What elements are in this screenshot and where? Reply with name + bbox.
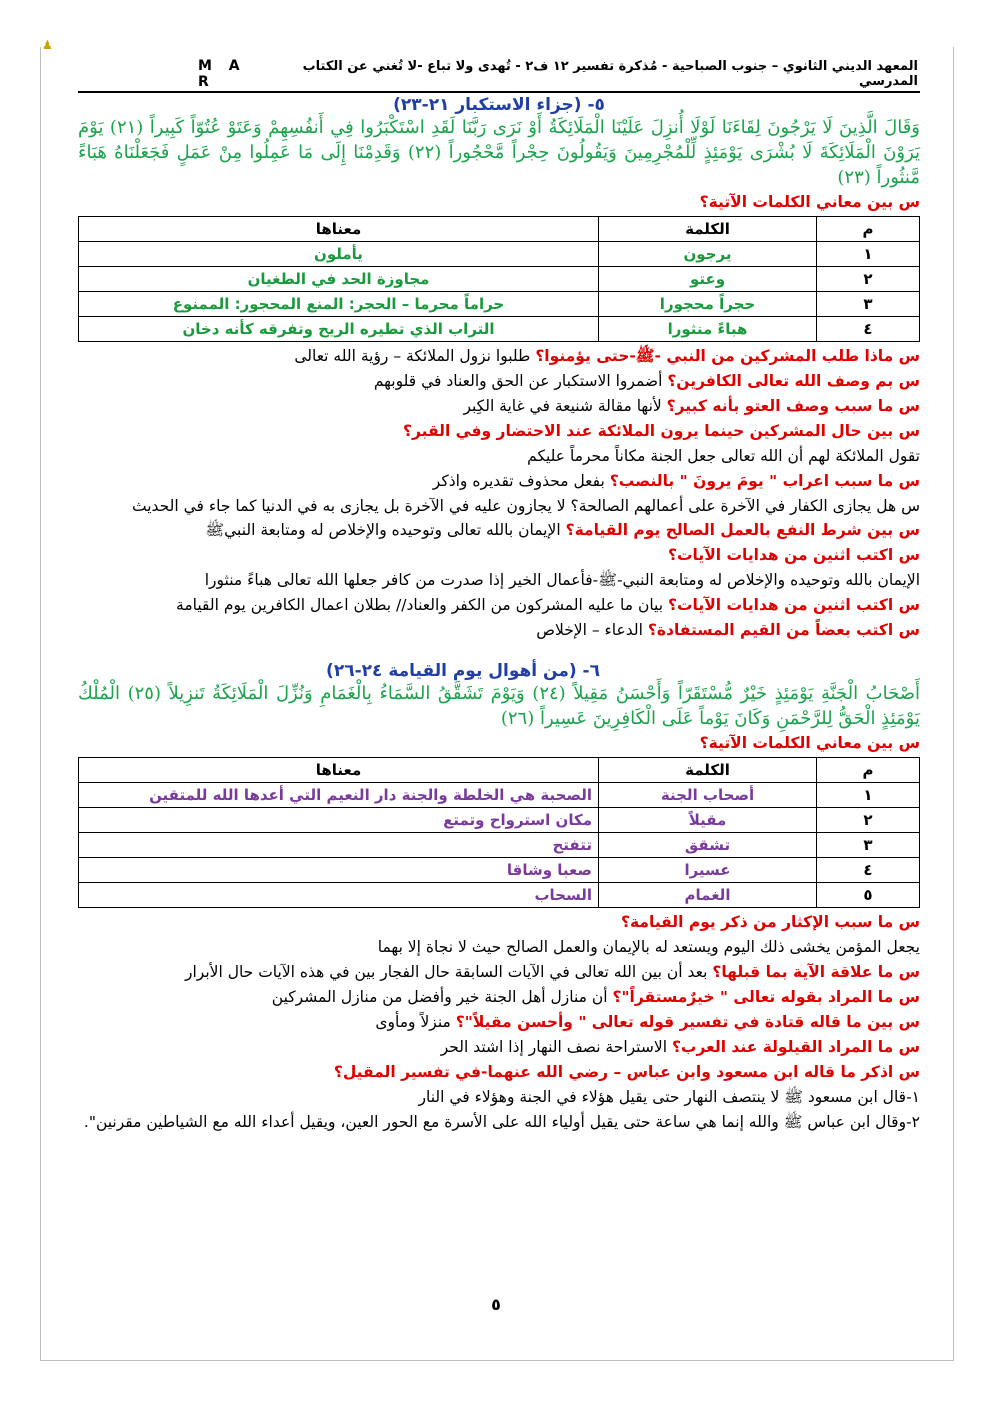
answer-text: تقول الملائكة لهم أن الله تعالى جعل الجنة مكاناً محرماً عليكم — [527, 447, 920, 465]
row-number: ٢ — [817, 808, 920, 833]
row-word: حجراً محجورا — [599, 292, 817, 317]
row-number: ٣ — [817, 833, 920, 858]
row-number: ٥ — [817, 883, 920, 908]
header-title: المعهد الديني الثانوي – جنوب الصباحية - مُذكرة تفسير ١٢ ف٢ - تُهدى ولا تباع -لا تُغني عن الكتاب المدرسي — [302, 59, 918, 89]
row-word: أصحاب الجنة — [599, 783, 817, 808]
row-meaning: تتفتح — [79, 833, 599, 858]
section5-vocab-question — [78, 190, 920, 215]
answer-text: بيان ما عليه المشركون من الكفر والعناد// بطلان اعمال الكافرين يوم القيامة — [176, 596, 664, 614]
question-text: س اكتب اثنين من هدايات الآيات؟ — [667, 596, 920, 614]
question-text: س ما علاقة الآية بما قبلها؟ — [712, 963, 920, 981]
row-meaning: السحاب — [79, 883, 599, 908]
answer-text: ١-قال ابن مسعود ﷺ لا ينتصف النهار حتى يقيل هؤلاء في الجنة وهؤلاء في النار — [418, 1088, 920, 1106]
section5-verse: وَقَالَ الَّذِينَ لَا يَرْجُونَ لِقَاءَنَا لَوْلَا أُنزِلَ عَلَيْنَا الْمَلَائِكَةُ أَوْ نَرَى رَبَّنَا لَقَدِ اسْتَكْبَرُوا فِي أَنفُسِهِمْ وَعَتَوْ عُتُوّاً كَبِيراً (٢١) يَوْمَ يَرَوْنَ الْمَلَائِكَةَ لَا بُشْرَى يَوْمَئِذٍ لِّلْمُجْرِمِينَ وَيَقُولُونَ حِجْراً مَّحْجُوراً (٢٢) وَقَدِمْنَا إِلَى مَا عَمِلُوا مِنْ عَمَلٍ فَجَعَلْنَاهُ هَبَاءً مَّنثُوراً (٢٣) — [78, 117, 921, 188]
answer-text: منزلاً ومأوى — [375, 1013, 451, 1031]
row-meaning: مجاوزة الحد في الطغيان — [79, 267, 599, 292]
answer-text: يجعل المؤمن يخشى ذلك اليوم ويستعد له بالإيمان والعمل الصالح حيث لا نجاة إلا بهما — [377, 938, 920, 956]
row-word: عسيرا — [599, 858, 817, 883]
row-number: ٢ — [817, 267, 920, 292]
answer-text: الإيمان بالله وتوحيده والإخلاص له ومتابعة النبي-ﷺ-فأعمال الخير إذا صدرت من كافر جعلها الله تعالى هباءً منثورا — [204, 571, 920, 589]
answer-text: الإيمان بالله تعالى وتوحيده والإخلاص له ومتابعة النبيﷺ — [205, 521, 561, 539]
qa-line — [78, 960, 920, 985]
question-text: س ما المراد القيلولة عند العرب؟ — [671, 1038, 920, 1056]
question-text: س ما سبب اعراب " يومَ يرونَ " بالنصب؟ — [609, 472, 920, 490]
qa-line — [78, 469, 920, 494]
row-word: هباءً منثورا — [599, 317, 817, 342]
qa-line — [78, 1085, 920, 1110]
row-meaning: صعبا وشاقا — [79, 858, 599, 883]
question-text: س ما سبب الإكثار من ذكر يوم القيامة؟ — [621, 913, 920, 931]
qa-line — [78, 568, 920, 593]
answer-text: الاستراحة نصف النهار إذا اشتد الحر — [440, 1038, 667, 1056]
qa-line — [78, 618, 920, 643]
qa-line — [78, 1035, 920, 1060]
answer-text: ٢-وقال ابن عباس ﷺ والله إنما هي ساعة حتى يقيل أولياء الله على الأسرة مع الحور العين، ويقيل أعداء الله مع الشياطين مقرنين". — [83, 1113, 920, 1131]
qa-line — [78, 394, 920, 419]
row-word: وعتو — [599, 267, 817, 292]
table-row — [79, 292, 920, 317]
answer-text: لأنها مقالة شنيعة في غاية الكِبر — [463, 397, 662, 415]
col-number-header: م — [817, 217, 920, 242]
table-row — [79, 883, 920, 908]
col-meaning-header: معناها — [79, 217, 599, 242]
section6-verse: أَصْحَابُ الْجَنَّةِ يَوْمَئِذٍ خَيْرٌ مُّسْتَقَرّاً وَأَحْسَنُ مَقِيلاً (٢٤) وَيَوْمَ تَشَقَّقُ السَّمَاءُ بِالْغَمَامِ وَنُزِّلَ الْمَلَائِكَةُ تَنزِيلاً (٢٥) الْمُلْكُ يَوْمَئِذٍ الْحَقُّ لِلرَّحْمَنِ وَكَانَ يَوْماً عَلَى الْكَافِرِينَ عَسِيراً (٢٦) — [78, 683, 921, 729]
answer-text: الدعاء – الإخلاص — [536, 621, 643, 639]
bell-icon: ♟ — [42, 38, 53, 52]
qa-line — [78, 910, 920, 935]
question-text: س ماذا طلب المشركين من النبي -ﷺ-حتى يؤمنوا؟ — [535, 347, 920, 365]
row-meaning: يأملون — [79, 242, 599, 267]
question-text: س بين حال المشركين حينما يرون الملائكة عند الاحتضار وفي القبر؟ — [403, 422, 920, 440]
section6-vocab-question-text: س بين معاني الكلمات الآتية؟ — [699, 734, 920, 752]
page-number: ٥ — [491, 1295, 501, 1314]
qa-line — [78, 419, 920, 444]
qa-line — [78, 1010, 920, 1035]
table-row — [79, 267, 920, 292]
answer-text: أن منازل أهل الجنة خير وأفضل من منازل المشركين — [271, 988, 608, 1006]
row-number: ٣ — [817, 292, 920, 317]
section6-title: ٦- (من أهوال يوم القيامة ٢٤-٢٦) — [326, 661, 600, 681]
section5-vocab-table — [78, 216, 920, 342]
question-text: س بين شرط النفع بالعمل الصالح يوم القيامة؟ — [565, 521, 920, 539]
table-header-row — [79, 217, 920, 242]
answer-text: أضمروا الاستكبار عن الحق والعناد في قلوبهم — [373, 372, 663, 390]
col-meaning-header: معناها — [79, 758, 599, 783]
table-row — [79, 317, 920, 342]
question-text: س اذكر ما قاله ابن مسعود وابن عباس – رضي الله عنهما-في تفسير المقيل؟ — [333, 1063, 920, 1081]
qa-line — [78, 543, 920, 568]
qa-line — [78, 1110, 920, 1134]
table-row — [79, 808, 920, 833]
answer-text: بعد أن بين الله تعالى في الآيات السابقة حال الفجار بين في هذه الآيات حال الأبرار — [184, 963, 708, 981]
col-word-header: الكلمة — [599, 217, 817, 242]
section6-vocab-table — [78, 757, 920, 908]
row-meaning: حراماً محرما – الحجر: المنع المحجور: الممنوع — [79, 292, 599, 317]
section5-title: ٥- (جزاء الاستكبار ٢١-٢٣) — [393, 95, 605, 115]
row-word: تشقق — [599, 833, 817, 858]
row-meaning: الصحبة هي الخلطة والجنة دار النعيم التي أعدها الله للمتقين — [79, 783, 599, 808]
row-number: ١ — [817, 783, 920, 808]
row-word: يرجون — [599, 242, 817, 267]
table-row — [79, 833, 920, 858]
table-header-row — [79, 758, 920, 783]
row-meaning: مكان استرواح وتمتع — [79, 808, 599, 833]
section5-vocab-question-text: س بين معاني الكلمات الآتية؟ — [699, 193, 920, 211]
question-text: س ما سبب وصف العتو بأنه كبير؟ — [666, 397, 920, 415]
row-word: الغمام — [599, 883, 817, 908]
table-row — [79, 242, 920, 267]
qa-line — [78, 518, 920, 543]
question-text: س اكتب بعضاً من القيم المستفادة؟ — [647, 621, 920, 639]
answer-text: طلبوا نزول الملائكة – رؤية الله تعالى — [294, 347, 531, 365]
row-number: ٤ — [817, 317, 920, 342]
row-word: مقيلاً — [599, 808, 817, 833]
page-content — [78, 58, 920, 1134]
row-number: ٤ — [817, 858, 920, 883]
answer-text: س هل يجازى الكفار في الآخرة على أعمالهم الصالحة؟ لا يجازون عليه في الآخرة بل يجازى به في الدنيا كما جاء في الحديث — [132, 497, 920, 515]
qa-line — [78, 1060, 920, 1085]
qa-line — [78, 444, 920, 469]
answer-text: بفعل محذوف تقديره واذكر — [432, 472, 605, 490]
qa-line — [78, 985, 920, 1010]
question-text: س اكتب اثنين من هدايات الآيات؟ — [667, 546, 920, 564]
qa-line — [78, 369, 920, 394]
qa-line — [78, 344, 920, 369]
qa-line — [78, 494, 920, 518]
qa-line — [78, 935, 920, 960]
header-mark: M A R — [198, 58, 246, 90]
section6-vocab-question — [78, 731, 920, 756]
col-word-header: الكلمة — [599, 758, 817, 783]
question-text: س بم وصف الله تعالى الكافرين؟ — [667, 372, 920, 390]
row-number: ١ — [817, 242, 920, 267]
row-meaning: التراب الذي تطيره الريح وتفرقه كأنه دخان — [79, 317, 599, 342]
table-row — [79, 783, 920, 808]
question-text: س ما المراد بقوله تعالى " خيرٌمستقراً"؟ — [612, 988, 920, 1006]
page-header — [78, 58, 920, 93]
qa-line — [78, 593, 920, 618]
col-number-header: م — [817, 758, 920, 783]
table-row — [79, 858, 920, 883]
question-text: س بين ما قاله قتادة في تفسير قوله تعالى " وأحسن مقيلاً"؟ — [455, 1013, 920, 1031]
